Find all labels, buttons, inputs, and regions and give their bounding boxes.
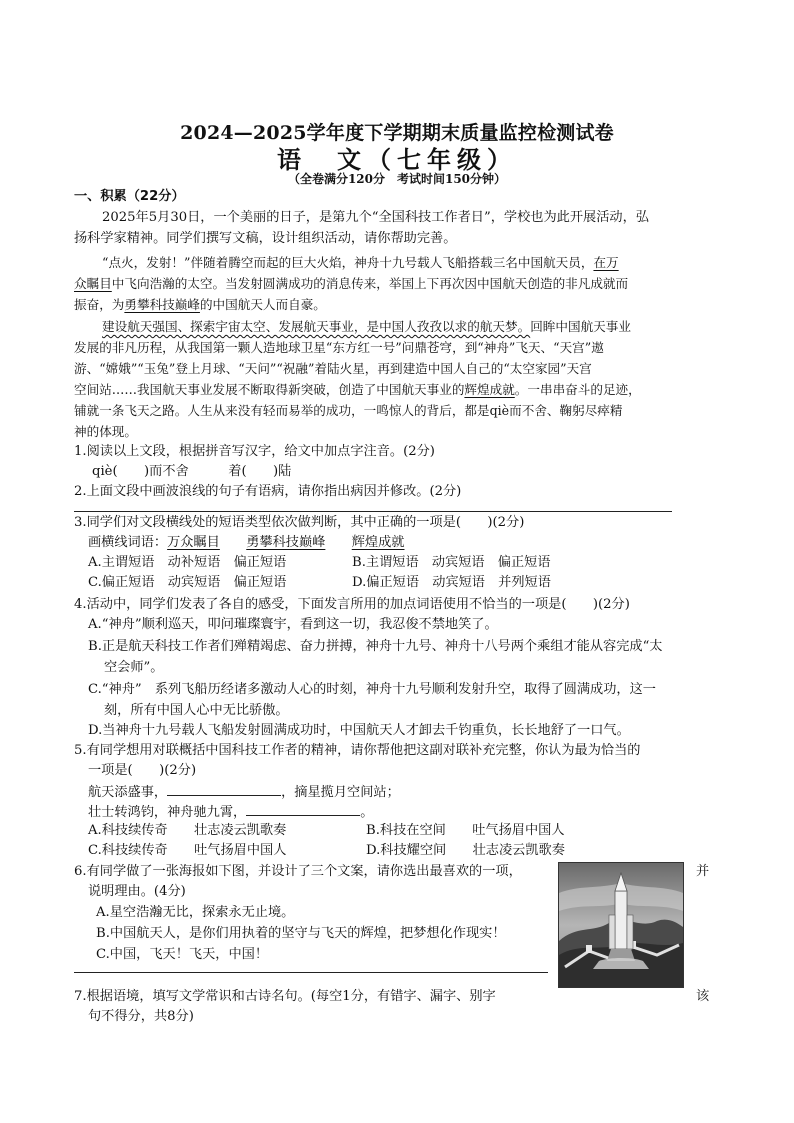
underlined-phrase: 勇攀科技巅峰 <box>124 297 200 312</box>
underlined-phrase: 辉煌成就 <box>464 382 515 397</box>
passage-line: 神的体现。 <box>74 424 137 439</box>
answer-line <box>74 972 548 973</box>
question-7-stem-cont: 句不得分，共8分) <box>88 1009 194 1024</box>
passage-text: “点火，发射！”伴随着腾空而起的巨大火焰，神舟十九号载人飞船搭载三名中国航天员， <box>102 255 594 270</box>
passage-line <box>74 380 641 400</box>
subject-title: 语 文（七年级） <box>277 145 517 174</box>
question-5-stem-cont: 一项是( )(2分) <box>88 763 197 778</box>
underlined-phrase: 在万 <box>593 255 619 270</box>
passage-line <box>102 317 631 337</box>
option-d: D.科技耀空间 壮志凌云凯歌奏 <box>366 843 565 858</box>
option-b: B.中国航天人，是你们用执着的坚守与飞天的辉煌，把梦想化作现实！ <box>96 926 506 941</box>
passage-text: 回眸中国航天事业 <box>530 319 631 334</box>
question-7-stem: 7.根据语境，填写文学常识和古诗名句。(每空1分，有错字、漏字、别字 <box>74 989 496 1004</box>
question-1-stem: 1.阅读以上文段，根据拼音写汉字，给文中加点字注音。(2分) <box>74 444 435 459</box>
option-c: C.科技续传奇 吐气扬眉中国人 <box>88 843 287 858</box>
question-6-stem-end: 并 <box>696 864 710 879</box>
rocket-great-wall-illustration <box>559 863 683 987</box>
question-1-answer: qiè( )而不舍 着( )陆 <box>92 464 292 479</box>
option-a: A.星空浩瀚无比，探索永无止境。 <box>96 905 295 920</box>
option-c: C.中国，飞天！飞天，中国！ <box>96 947 269 962</box>
passage-line: 铺就一条飞天之路。人生从来没有轻而易举的成功，一鸣惊人的背后，都是qiè而不舍、鞠躬尽瘁精 <box>74 403 623 418</box>
option-b: B.正是航天科技工作者们殚精竭虑、奋力拼搏，神舟十九号、神舟十八号两个乘组才能从容完成“太 <box>88 639 663 654</box>
passage-text: 的中国航天人而自豪。 <box>199 297 326 312</box>
exam-note: （全卷满分120分 考试时间150分钟） <box>287 172 507 186</box>
question-3-stem: 3.同学们对文段横线处的短语类型依次做判断，其中正确的一项是( )(2分) <box>74 515 525 530</box>
passage-text: 空间站……我国航天事业发展不断取得新突破，创造了中国航天事业的 <box>74 382 465 397</box>
passage-line: 游、“嫦娥”“玉兔”登上月球、“天问”“祝融”着陆火星，再到建造中国人自己的“太空家园”天宫 <box>74 361 592 376</box>
answer-line <box>74 511 672 512</box>
passage-line: 发展的非凡历程，从我国第一颗人造地球卫星“东方红一号”问鼎苍穹，到“神舟”飞天、“天宫”遨 <box>74 340 604 355</box>
question-7-stem-end: 该 <box>696 989 710 1004</box>
passage-line <box>102 253 619 273</box>
option-d: D.当神舟十九号载人飞船发射圆满成功时，中国航天人才卸去千钧重负，长长地舒了一口气。 <box>88 723 630 738</box>
option-c-cont: 刻，所有中国人心中无比骄傲。 <box>104 703 289 718</box>
underlined-phrase: 众瞩目 <box>74 276 112 291</box>
question-4-stem: 4.活动中，同学们发表了各自的感受，下面发言所用的加点词语使用不恰当的一项是( )(2分) <box>74 597 630 612</box>
couplet-text: 航天添盛事， <box>88 785 168 800</box>
passage-line: 扬科学家精神。同学们撰写文稿，设计组织活动，请你帮助完善。 <box>74 231 457 246</box>
couplet-line-1 <box>88 781 400 801</box>
option-c: C.“神舟” 系列飞船历经诸多激动人心的时刻，神舟十九号顺利发射升空，取得了圆满成功，这一 <box>88 682 656 697</box>
option-b: B.科技在空间 吐气扬眉中国人 <box>366 823 565 838</box>
words-label: 画横线词语： <box>88 535 168 550</box>
option-a: A.主谓短语 动补短语 偏正短语 <box>88 555 287 570</box>
couplet-line-2 <box>88 801 373 821</box>
passage-line: 2025年5月30日，一个美丽的日子，是第九个“全国科技工作者日”，学校也为此开展活动，弘 <box>102 210 649 225</box>
word-1: 万众瞩目 <box>167 535 220 550</box>
couplet-text: 。 <box>360 805 374 820</box>
option-a: A.“神舟”顺利巡天，叩问璀璨寰宇，看到这一切，我忍俊不禁地笑了。 <box>88 617 498 632</box>
passage-text: 中飞向浩瀚的太空。当发射圆满成功的消息传来，举国上下再次因中国航天创造的非凡成就而 <box>111 276 629 291</box>
poster-image <box>558 862 684 988</box>
passage-text: 振奋，为 <box>74 297 125 312</box>
word-2: 勇攀科技巅峰 <box>246 535 326 550</box>
option-d: D.偏正短语 动宾短语 并列短语 <box>352 575 551 590</box>
question-3-words <box>88 533 405 553</box>
option-a: A.科技续传奇 壮志凌云凯歌奏 <box>88 823 287 838</box>
question-2-stem: 2.上面文段中画波浪线的句子有语病，请你指出病因并修改。(2分) <box>74 484 462 499</box>
wavy-sentence: 建设航天强国、探索宇宙太空、发展航天事业，是中国人孜孜以求的航天梦。 <box>102 319 531 334</box>
passage-text: 。一串串奋斗的足迹， <box>514 382 641 397</box>
option-b-cont: 空会师”。 <box>104 660 164 675</box>
word-3: 辉煌成就 <box>351 535 405 550</box>
passage-line <box>74 295 326 315</box>
fill-blank[interactable] <box>167 781 281 796</box>
fill-blank[interactable] <box>246 801 360 816</box>
question-5-stem: 5.有同学想用对联概括中国科技工作者的精神，请你帮他把这副对联补充完整，你认为最为恰当的 <box>74 743 641 758</box>
question-6-stem: 6.有同学做了一张海报如下图，并设计了三个文案，请你选出最喜欢的一项， <box>74 864 522 879</box>
option-c: C.偏正短语 动宾短语 偏正短语 <box>88 575 287 590</box>
option-b: B.主谓短语 动宾短语 偏正短语 <box>352 555 551 570</box>
question-6-stem-cont: 说明理由。(4分) <box>88 884 186 899</box>
section-title: 一、积累（22分） <box>74 189 185 204</box>
exam-title: 2024—2025学年度下学期期末质量监控检测试卷 <box>180 122 614 144</box>
couplet-text: ，摘星揽月空间站； <box>281 785 400 800</box>
passage-line <box>74 274 628 294</box>
couplet-text: 壮士转鸿钧，神舟驰九霄， <box>88 805 247 820</box>
